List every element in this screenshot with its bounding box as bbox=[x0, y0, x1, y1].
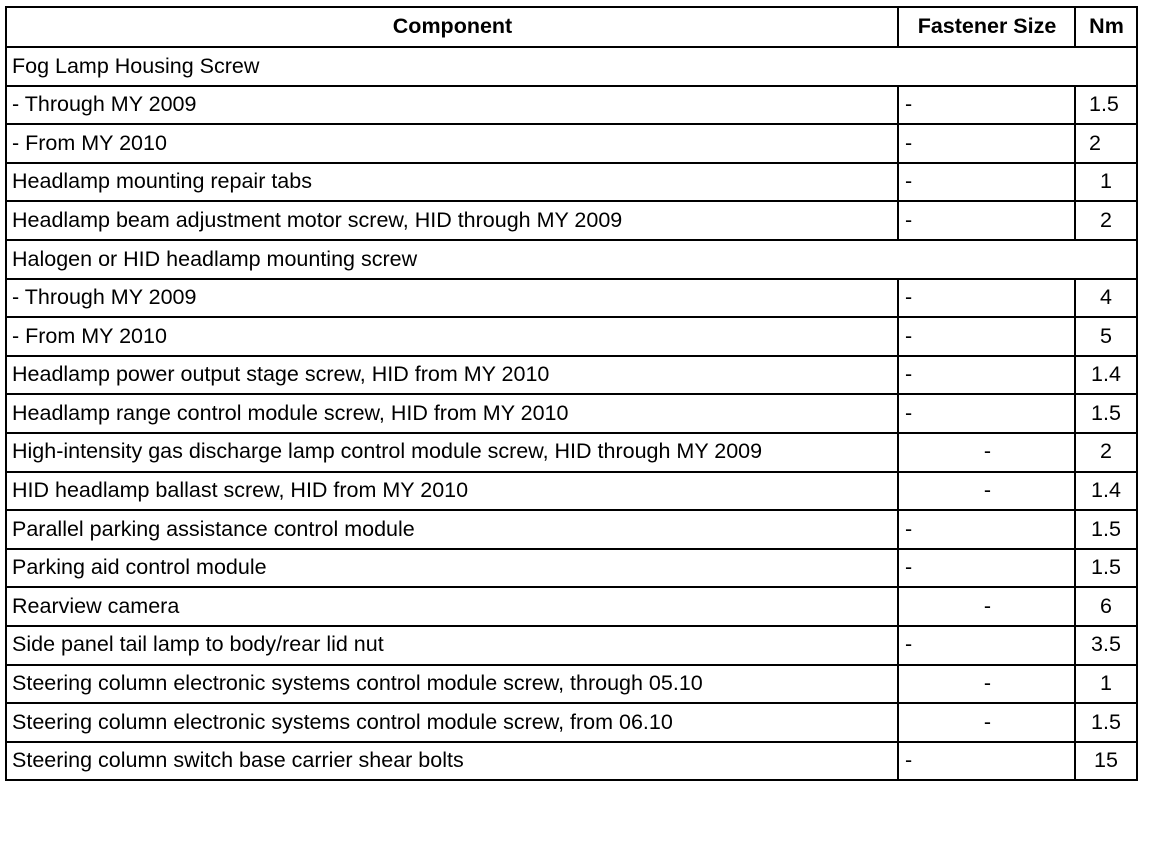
table-row bbox=[6, 394, 1137, 433]
column-header-fastener-size: Fastener Size bbox=[898, 7, 1075, 47]
table-row bbox=[6, 86, 1137, 125]
table-row bbox=[6, 163, 1137, 202]
fastener-size-cell: - bbox=[898, 433, 1075, 472]
torque-spec-table-container bbox=[5, 6, 1138, 781]
table-row-group bbox=[6, 47, 1137, 86]
component-cell: - From MY 2010 bbox=[6, 317, 898, 356]
fastener-size-cell: - bbox=[898, 587, 1075, 626]
group-label: Halogen or HID headlamp mounting screw bbox=[6, 240, 1137, 279]
component-cell: - From MY 2010 bbox=[6, 124, 898, 163]
fastener-size-cell: - bbox=[898, 317, 1075, 356]
table-row bbox=[6, 433, 1137, 472]
nm-cell: 5 bbox=[1075, 317, 1137, 356]
table-row bbox=[6, 587, 1137, 626]
component-cell: - Through MY 2009 bbox=[6, 86, 898, 125]
nm-cell: 1.4 bbox=[1075, 356, 1137, 395]
component-cell: Steering column switch base carrier shear bolts bbox=[6, 742, 898, 781]
fastener-size-cell: - bbox=[898, 703, 1075, 742]
fastener-size-cell: - bbox=[898, 201, 1075, 240]
component-cell: Headlamp power output stage screw, HID from MY 2010 bbox=[6, 356, 898, 395]
nm-cell: 1 bbox=[1075, 163, 1137, 202]
component-cell: Steering column electronic systems control module screw, from 06.10 bbox=[6, 703, 898, 742]
table-row bbox=[6, 510, 1137, 549]
fastener-size-cell: - bbox=[898, 665, 1075, 704]
component-cell: HID headlamp ballast screw, HID from MY 2010 bbox=[6, 472, 898, 511]
column-header-nm: Nm bbox=[1075, 7, 1137, 47]
table-row-group bbox=[6, 240, 1137, 279]
nm-cell: 1.5 bbox=[1075, 394, 1137, 433]
fastener-size-cell: - bbox=[898, 356, 1075, 395]
fastener-size-cell: - bbox=[898, 510, 1075, 549]
table-row bbox=[6, 201, 1137, 240]
table-row bbox=[6, 703, 1137, 742]
table-header-row bbox=[6, 7, 1137, 47]
nm-cell: 1 bbox=[1075, 665, 1137, 704]
fastener-size-cell: - bbox=[898, 163, 1075, 202]
table-row bbox=[6, 665, 1137, 704]
nm-cell: 15 bbox=[1075, 742, 1137, 781]
component-cell: Steering column electronic systems control module screw, through 05.10 bbox=[6, 665, 898, 704]
component-cell: - Through MY 2009 bbox=[6, 279, 898, 318]
component-cell: Headlamp mounting repair tabs bbox=[6, 163, 898, 202]
nm-cell: 2 bbox=[1075, 433, 1137, 472]
table-row bbox=[6, 626, 1137, 665]
group-label: Fog Lamp Housing Screw bbox=[6, 47, 1137, 86]
fastener-size-cell: - bbox=[898, 394, 1075, 433]
component-cell: Parking aid control module bbox=[6, 549, 898, 588]
nm-cell: 1.5 bbox=[1075, 510, 1137, 549]
component-cell: Rearview camera bbox=[6, 587, 898, 626]
column-header-component: Component bbox=[6, 7, 898, 47]
nm-cell: 1.5 bbox=[1075, 549, 1137, 588]
fastener-size-cell: - bbox=[898, 472, 1075, 511]
component-cell: Headlamp range control module screw, HID from MY 2010 bbox=[6, 394, 898, 433]
table-row bbox=[6, 279, 1137, 318]
nm-cell: 1.5 bbox=[1075, 86, 1137, 125]
nm-cell: 1.5 bbox=[1075, 703, 1137, 742]
fastener-size-cell: - bbox=[898, 626, 1075, 665]
fastener-size-cell: - bbox=[898, 124, 1075, 163]
component-cell: Side panel tail lamp to body/rear lid nut bbox=[6, 626, 898, 665]
table-row bbox=[6, 317, 1137, 356]
fastener-size-cell: - bbox=[898, 742, 1075, 781]
nm-cell: 6 bbox=[1075, 587, 1137, 626]
component-cell: Headlamp beam adjustment motor screw, HID through MY 2009 bbox=[6, 201, 898, 240]
fastener-size-cell: - bbox=[898, 279, 1075, 318]
fastener-size-cell: - bbox=[898, 549, 1075, 588]
component-cell: High-intensity gas discharge lamp control module screw, HID through MY 2009 bbox=[6, 433, 898, 472]
component-cell: Parallel parking assistance control module bbox=[6, 510, 898, 549]
fastener-size-cell: - bbox=[898, 86, 1075, 125]
table-row bbox=[6, 124, 1137, 163]
torque-spec-table bbox=[5, 6, 1138, 781]
nm-cell: 2 bbox=[1075, 124, 1137, 163]
nm-cell: 2 bbox=[1075, 201, 1137, 240]
table-row bbox=[6, 742, 1137, 781]
nm-cell: 3.5 bbox=[1075, 626, 1137, 665]
nm-cell: 1.4 bbox=[1075, 472, 1137, 511]
table-row bbox=[6, 549, 1137, 588]
table-row bbox=[6, 472, 1137, 511]
table-row bbox=[6, 356, 1137, 395]
nm-cell: 4 bbox=[1075, 279, 1137, 318]
